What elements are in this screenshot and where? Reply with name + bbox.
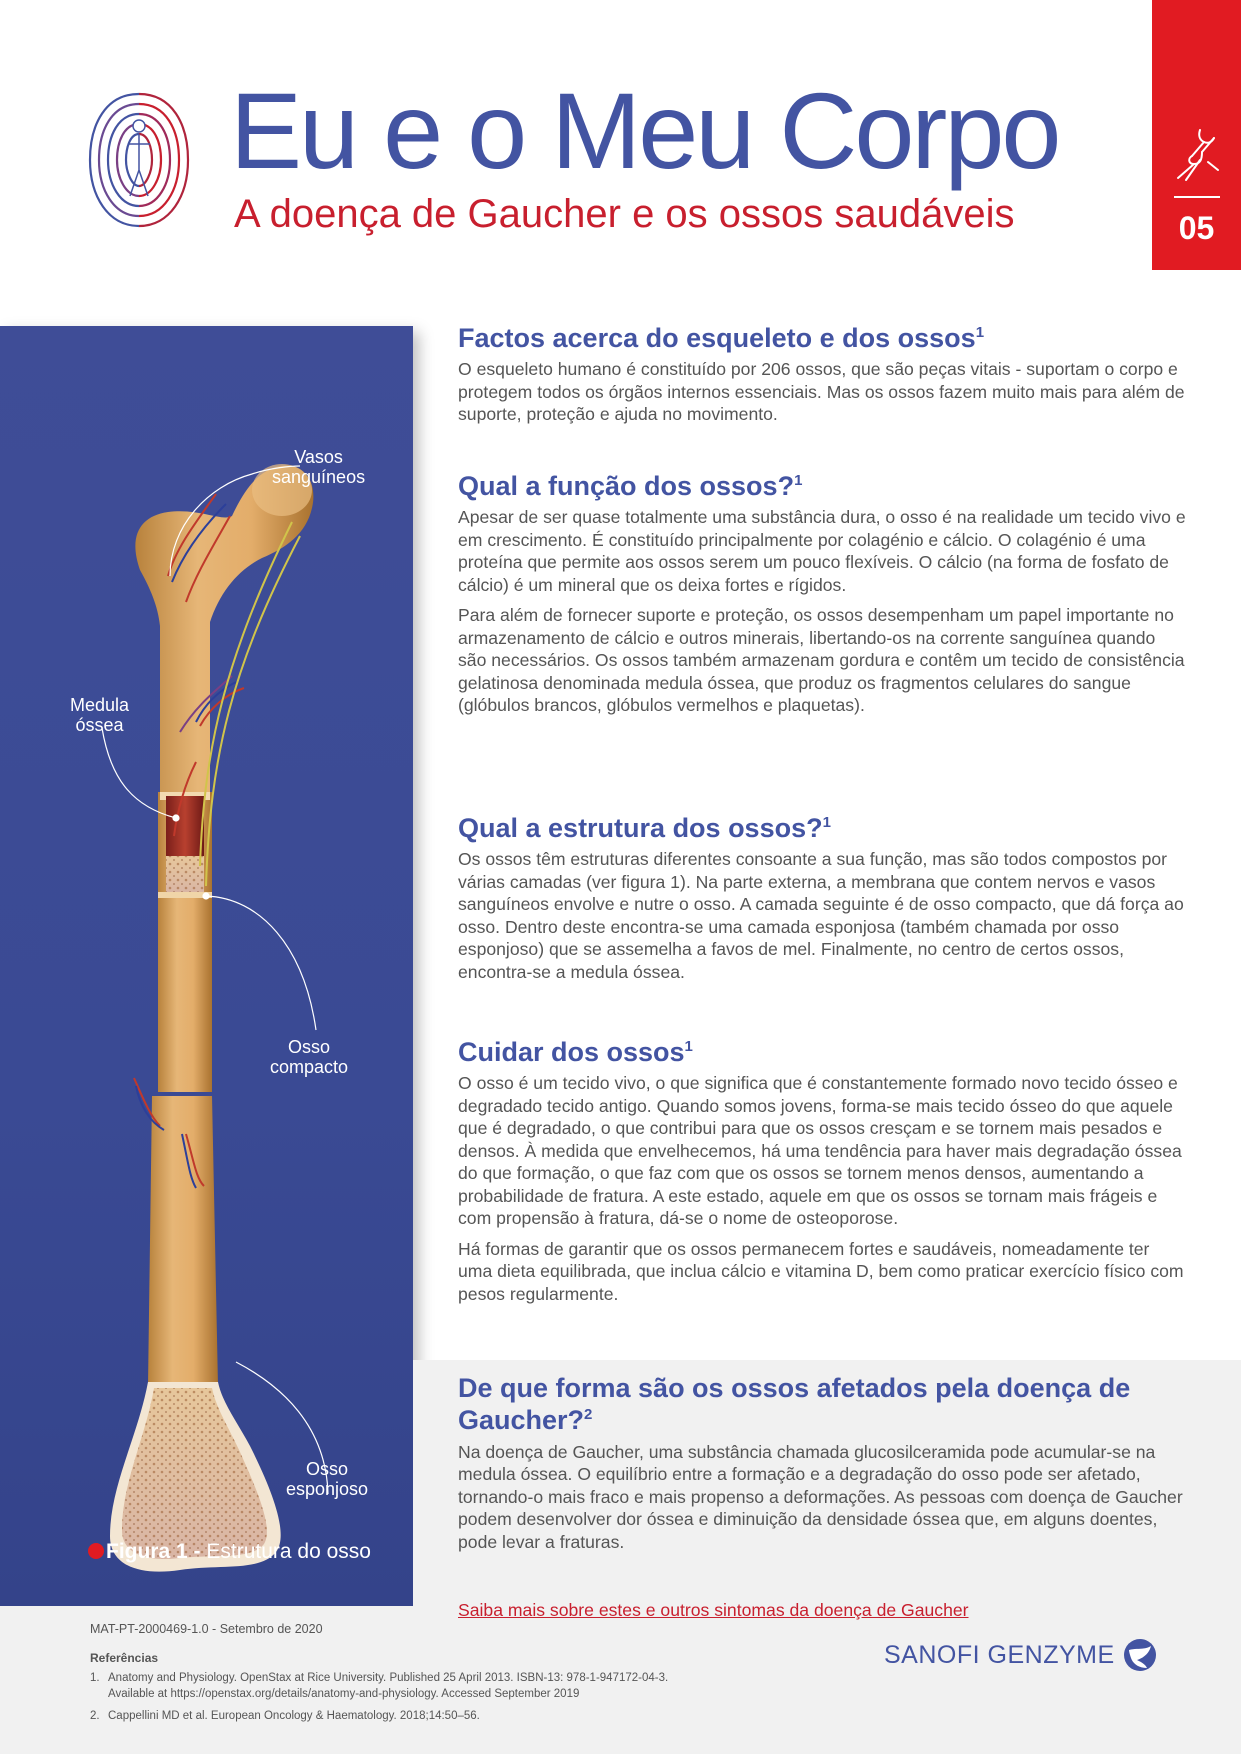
figure-panel [0,326,413,1606]
sanofi-bird-icon [1123,1638,1157,1672]
section-bone-structure [458,812,1188,991]
page-title: Eu e o Meu Corpo [230,70,1059,191]
figure-caption: Figura 1 - Estrutura do osso [88,1540,371,1564]
section-heading: Qual a estrutura dos ossos?$^1$ [458,813,831,843]
label-marrow: Medula óssea [70,695,130,735]
label-vessels: Vasos sanguíneos [272,447,366,487]
symptoms-link[interactable]: Saiba mais sobre estes e outros sintomas da doença de Gaucher [458,1600,969,1620]
paragraph: Apesar de ser quase totalmente uma substância dura, o osso é na realidade um tecido vivo e em crescimento. É constituído principalmente por colagénio e cálcio. O colagénio é uma proteína que permite aos ossos serem um pouco flexíveis. O cálcio (na forma de fosfato de cálcio) é um mineral que os deixa fortes e rígidos. [458,507,1186,595]
caption-bullet-icon [88,1543,104,1559]
section-heading: Cuidar dos ossos$^1$ [458,1037,693,1067]
references-list [90,1670,810,1730]
paragraph: Há formas de garantir que os ossos permanecem fortes e saudáveis, nomeadamente ter uma dieta equilibrada, que inclua cálcio e vitamina D, bem como praticar exercício físico com pesos regularmente. [458,1238,1184,1304]
paragraph: Para além de fornecer suporte e proteção, os ossos desempenham um papel importante no armazenamento de cálcio e outros minerais, libertando-os na corrente sanguínea quando são necessários. Os ossos também armazenam gordura e contêm um tecido de consistência gelatinosa denominada medula óssea, que produz os fragmentos celulares do sangue (glóbulos brancos, glóbulos vermelhos e plaquetas). [458,605,1185,716]
section-heading: Factos acerca do esqueleto e dos ossos$^1$ [458,323,985,353]
paragraph: O osso é um tecido vivo, o que significa que é constantemente formado novo tecido ósseo e degradado tecido antigo. Quando somos jovens, forma-se mais tecido ósseo do que aquele que é degradado, o que contribui para que os ossos cresçam e se tornem mais pesados e densos. À medida que envelhecemos, há uma tendência para haver mais degradação óssea do que formação, o que faz com que os ossos se tornem menos densos, aumentando a probabilidade de fratura. A este estado, aquele em que os ossos se tornam mais frágeis e com propensão à fratura, dá-se o nome de osteoporose. [458,1073,1182,1229]
fingerprint-icon [86,86,192,234]
section-bone-function [458,470,1188,725]
paragraph: O esqueleto humano é constituído por 206 ossos, que são peças vitais - suportam o corpo e protegem todos os órgãos internos essenciais. Mas os ossos fazem muito mais para além de suporte, proteção e ajuda no movimento. [458,359,1185,425]
reference-item: 2. Cappellini MD et al. European Oncology & Haematology. 2018;14:50–56. [90,1710,480,1722]
section-skeleton-facts [458,322,1188,434]
page-subtitle: A doença de Gaucher e os ossos saudáveis [234,192,1015,236]
joint-icon [1172,126,1224,182]
section-heading: Qual a função dos ossos?$^1$ [458,471,803,501]
brand-name: SANOFI GENZYME [884,1640,1115,1669]
references-title: Referências [90,1651,159,1665]
label-compact: Osso compacto [270,1037,349,1077]
tab-divider [1174,196,1220,198]
paragraph: Os ossos têm estruturas diferentes consoante a sua função, mas são todos compostos por várias camadas (ver figura 1). Na parte externa, a membrana que contem nervos e vasos sanguíneos envolve e nutre o osso. A camada seguinte é de osso compacto, que dá força ao osso. Dentro deste encontra-se uma camada esponjosa (também chamada por osso esponjoso) que se assemelha a favos de mel. Finalmente, no centro de certos ossos, encontra-se a medula óssea. [458,849,1184,982]
page-tab [1152,0,1241,270]
section-gaucher-effects [458,1372,1188,1561]
brand-logo [884,1638,1157,1672]
reference-item: 1. Anatomy and Physiology. OpenStax at Rice University. Published 25 April 2013. ISBN-13: 978-1-947172-04-3. Available at https://openstax.org/details/anatomy-and-physiology. Accessed September 2019 [90,1672,669,1700]
page-number: 05 [1178,210,1215,246]
paragraph: Na doença de Gaucher, uma substância chamada glucosilceramida pode acumular-se na medula óssea. O equilíbrio entre a formação e a degradação do osso pode ser afetado, tornando-o mais fraco e mais propenso a deformações. As pessoas com doença de Gaucher podem desenvolver dor óssea e diminuição da densidade óssea que, em alguns doentes, pode levar a fraturas. [458,1441,1183,1552]
label-spongy: Osso esponjoso [286,1459,369,1499]
bone-illustration [0,326,413,1606]
material-code: MAT-PT-2000469-1.0 - Setembro de 2020 [90,1622,323,1636]
section-bone-care [458,1036,1188,1313]
section-heading: De que forma são os ossos afetados pela doença de Gaucher?$^2$ [458,1373,1131,1436]
